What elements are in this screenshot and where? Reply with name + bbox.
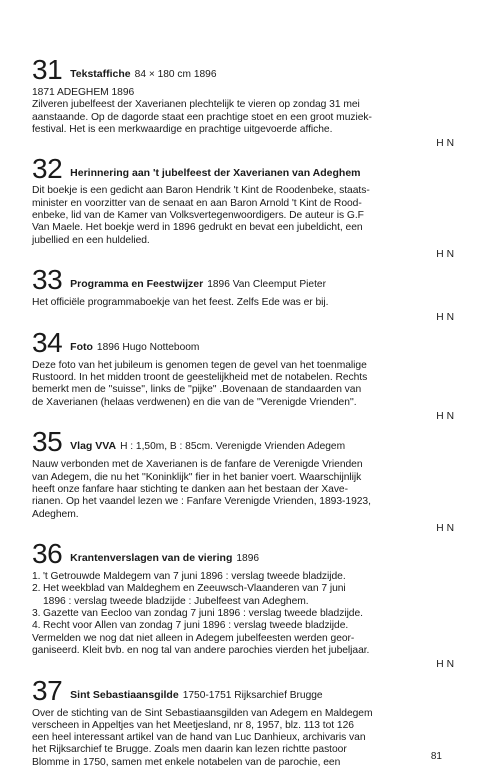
entry-meta: 1750-1751 Rijksarchief Brugge (182, 689, 323, 701)
body-line: enbeke, lid van de Kamer van Volksvertegenwoordigers. De auteur is G.F (32, 210, 364, 222)
body-line: Zilveren jubelfeest der Xaverianen plechtelijk te vieren op zondag 31 mei (32, 99, 360, 111)
entry-body (32, 297, 454, 309)
entry-title: Programma en Feestwijzer (70, 278, 204, 291)
entry-heading (32, 674, 454, 708)
body-line: van Adegem, die nu het ''Koninklijk'' fier in het banier voert. Waarschijnlijk (32, 471, 362, 483)
page-number: 81 (430, 751, 442, 762)
body-line: 1871 ADEGHEM 1896 (32, 87, 135, 98)
body-line: Het officiële programmaboekje van het feest. Zelfs Ede was er bij. (32, 297, 329, 309)
entry-title: Tekstaffiche (70, 68, 131, 80)
author-initials: H N (436, 248, 454, 260)
entry-meta: 1896 (236, 553, 260, 565)
author-initials: H N (436, 411, 454, 423)
entry-title: Herinnering aan 't jubelfeest der Xaverianen van Adeghem (70, 167, 361, 180)
body-line: jubellied en een huldelied. (32, 234, 150, 246)
entry-heading (32, 326, 454, 360)
list-item-text: Gazette van Eecloo van zondag 7 juni 1896 : verslag tweede bladzijde. (43, 608, 363, 620)
entry-heading (32, 153, 454, 185)
body-line: aanstaande. Op de dagorde staat een prachtige stoet en een groot muziek- (32, 111, 372, 123)
catalogue-entry (32, 153, 454, 261)
list-item (32, 571, 454, 583)
body-line: bemerkt men de ''suisse'', links de ''pijke'' .Bovenaan de standaarden van (32, 384, 362, 396)
entry-number: 34 (32, 326, 63, 358)
body-line: de Xaverianen (helaas verdwenen) en die van de ''Verenigde Vrienden''. (32, 396, 357, 408)
catalogue-entry (32, 426, 454, 535)
body-line: Vermelden we nog dat niet alleen in Adegem jubelfeesten werden geor- (32, 632, 355, 644)
list-item-text: 't Getrouwde Maldegem van 7 juni 1896 : verslag tweede bladzijde. (43, 571, 346, 583)
entry-title: Krantenverslagen van de viering (70, 552, 233, 565)
entry-meta: 84 × 180 cm 1896 (134, 69, 217, 80)
body-line: Dit boekje is een gedicht aan Baron Hendrik 't Kint de Roodenbeke, staats- (32, 185, 370, 197)
entry-meta: H : 1,50m, B : 85cm. Verenigde Vrienden Adegem (120, 441, 346, 453)
entry-heading (32, 264, 454, 297)
body-line: Adeghem. (32, 508, 79, 520)
author-initials: H N (436, 522, 454, 534)
body-line: Blomme in 1750, samen met enkele notabelen van de parochie, een (32, 756, 341, 768)
entry-body (32, 185, 454, 246)
entry-number: 36 (32, 538, 63, 570)
entry-title: Vlag VVA (70, 440, 117, 453)
entry-title: Foto (70, 340, 93, 353)
body-line: Rustoord. In het midden troont de geestelijkheid met de notabelen. Rechts (32, 372, 368, 384)
body-line: Over de stichting van de Sint Sebastiaansgilden van Adegem en Maldegem (32, 707, 373, 719)
list-item-number: 3. (32, 608, 41, 620)
entry-meta: 1896 Hugo Notteboom (96, 341, 200, 353)
entry-heading (32, 54, 454, 87)
list-item-text: Recht voor Allen van zondag 7 juni 1896 : verslag tweede bladzijde. (43, 620, 349, 632)
entry-number: 37 (32, 674, 63, 706)
entry-body (32, 87, 454, 136)
entry-number: 33 (32, 264, 63, 296)
entry-number: 31 (32, 54, 63, 85)
list-item-number: 4. (32, 620, 41, 632)
body-line: heeft onze fanfare haar stichting te danken aan het bestaan der Xave- (32, 483, 348, 495)
list-item-number: 2. (32, 583, 41, 595)
list-item-text: Het weekblad van Maldeghem en Zeeuwsch-Vlaanderen van 7 juni (43, 583, 346, 595)
body-line: Deze foto van het jubileum is genomen tegen de gevel van het toenmalige (32, 359, 367, 371)
catalogue-entry (32, 264, 454, 324)
entry-number: 35 (32, 426, 63, 458)
list-item (32, 596, 454, 608)
entry-body (32, 708, 454, 769)
body-line: verscheen in Appeltjes van het Meetjesland, nr 8, 1957, blz. 113 tot 126 (32, 719, 354, 731)
entry-number: 32 (32, 153, 63, 185)
entry-body (32, 633, 454, 658)
list-item-text: 1896 : verslag tweede bladzijde : Jubelfeest van Adeghem. (43, 595, 309, 607)
body-line: een heel interessant artikel van de hand van Luc Danhieux, archivaris van (32, 732, 366, 744)
entry-body (32, 360, 454, 409)
body-line: rianen. Op het vaandel lezen we : Fanfare Verenigde Vrienden, 1893-1923, (32, 496, 371, 508)
list-item (32, 583, 454, 595)
entry-heading (32, 426, 454, 459)
list-item-number: 1. (32, 571, 41, 583)
author-initials: H N (436, 311, 454, 323)
catalogue-entry (32, 538, 454, 671)
author-initials: H N (436, 659, 454, 671)
body-line: ganiseerd. Kleit bvb. en nog tal van andere parochies vierden het jubeljaar. (32, 644, 370, 656)
entry-list (32, 571, 454, 632)
document-page (32, 54, 454, 776)
body-line: festival. Het is een merkwaardige en prachtige uitgevoerde affiche. (32, 123, 333, 135)
list-item (32, 620, 454, 632)
catalogue-entry (32, 674, 454, 769)
body-line: het Rijksarchief te Brugge. Zoals men daarin kan lezen richtte pastoor (32, 744, 347, 756)
author-initials: H N (436, 138, 454, 150)
entry-body (32, 459, 454, 520)
list-item (32, 608, 454, 620)
catalogue-entry (32, 326, 454, 423)
entry-heading (32, 538, 454, 571)
body-line: minister en voorzitter van de senaat en aan Baron Arnold 't Kint de Rood- (32, 197, 362, 209)
catalogue-entry (32, 54, 454, 150)
body-line: Nauw verbonden met de Xaverianen is de fanfare de Verenigde Vrienden (32, 459, 363, 471)
entry-title: Sint Sebastiaansgilde (70, 688, 179, 701)
entry-meta: 1896 Van Cleemput Pieter (207, 279, 326, 291)
body-line: Van Maele. Het boekje werd in 1896 gedrukt en bevat een jubeldicht, een (32, 222, 363, 234)
